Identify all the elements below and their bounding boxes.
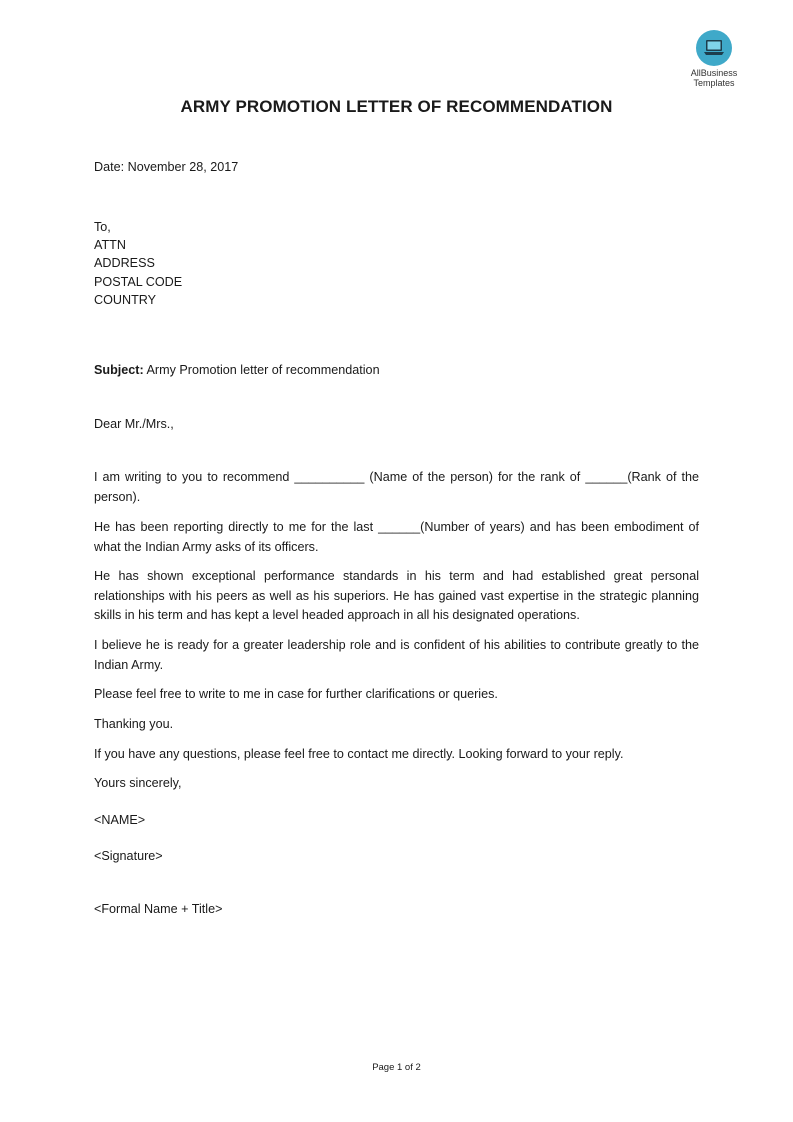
address-block xyxy=(94,218,699,309)
paragraph-5: Please feel free to write to me in case for further clarifications or queries. xyxy=(94,687,498,701)
page-number: Page 1 of 2 xyxy=(372,1062,421,1073)
address-to: To, xyxy=(94,220,111,234)
closing-signature: <Signature> xyxy=(94,849,163,863)
salutation: Dear Mr./Mrs., xyxy=(94,417,174,431)
address-address: ADDRESS xyxy=(94,256,155,271)
date-line: Date: November 28, 2017 xyxy=(94,160,239,174)
paragraph-2: He has been reporting directly to me for the last ______(Number of years) and has been embodiment of what the Indian Army asks of its officers. xyxy=(94,520,699,554)
document-title: ARMY PROMOTION LETTER OF RECOMMENDATION xyxy=(180,97,613,116)
closing-name: <NAME> xyxy=(94,813,146,827)
address-attn: ATTN xyxy=(94,238,126,253)
logo-line-2: Templates xyxy=(693,78,735,88)
address-postal-code: POSTAL CODE xyxy=(94,274,183,289)
allbusiness-logo xyxy=(682,30,746,88)
paragraph-6: Thanking you. xyxy=(94,717,174,731)
paragraph-3: He has shown exceptional performance standards in his term and had established great personal relationships with his peers as well as his superiors. He has gained vast expertise in the strategic planning skills in his term and has kept a level headed approach in all his designated operations. xyxy=(94,569,699,622)
subject-label: Subject: xyxy=(94,363,144,377)
paragraph-1: I am writing to you to recommend __________ (Name of the person) for the rank of ______(Rank of the person). xyxy=(94,470,699,504)
paragraph-7: If you have any questions, please feel free to contact me directly. Looking forward to your reply. xyxy=(94,747,624,761)
address-country: COUNTRY xyxy=(94,292,157,307)
paragraph-8: Yours sincerely, xyxy=(94,776,182,790)
subject-text: Army Promotion letter of recommendation xyxy=(143,363,380,377)
logo-text xyxy=(682,68,746,88)
logo-line-1: AllBusiness xyxy=(690,68,738,78)
laptop-icon xyxy=(696,30,732,66)
closing-formal-name: <Formal Name + Title> xyxy=(94,902,223,916)
subject-line xyxy=(94,361,699,381)
paragraph-4: I believe he is ready for a greater leadership role and is confident of his abilities to contribute greatly to the Indian Army. xyxy=(94,638,699,672)
